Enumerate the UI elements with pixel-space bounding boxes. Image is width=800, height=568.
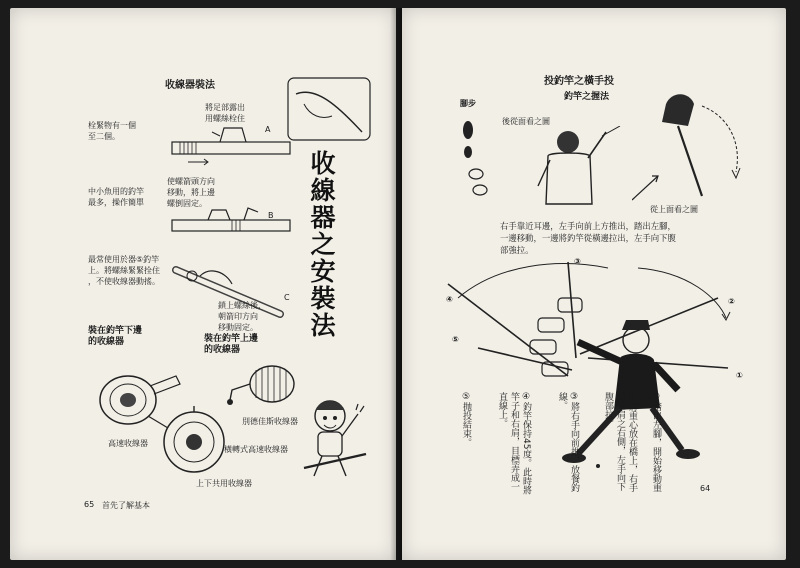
- back-view-caption: 後從面看之圖: [502, 117, 550, 126]
- label-under-reel: [88, 326, 142, 348]
- note-top-line: 栓緊物有一個: [88, 121, 136, 130]
- note-bottom-line: 最常使用於器⑤釣竿: [88, 255, 160, 264]
- top-view-caption: 從上面看之圖: [650, 205, 698, 214]
- label-under-line: 裝在釣竿下邊: [88, 326, 143, 336]
- step-b-line: 螺倒固定。: [167, 199, 207, 208]
- circle-label-4: ④: [446, 295, 453, 304]
- side-title: 收線器之安裝法: [310, 149, 336, 340]
- note-mid-line: 最多，操作簡單: [88, 198, 144, 207]
- section-heading: 收線器裝法: [165, 80, 215, 91]
- step-b-line: 使螺箭頭方向: [167, 177, 215, 186]
- back-view-figure: [532, 126, 622, 208]
- note-top: [88, 120, 136, 142]
- circle-label-3: ③: [574, 257, 581, 266]
- note-bottom-line: ，不使收線器動搖。: [88, 277, 160, 286]
- cartoon-boy-illustration: [300, 394, 370, 484]
- left-page-number: 65: [84, 500, 95, 509]
- footprints-diagram: [454, 118, 494, 202]
- reel-label-side-cast: 橫轉式高速收線器: [224, 445, 288, 454]
- reel-label-high-speed: 高速收線器: [108, 439, 148, 448]
- reel-seat-a-illustration: [168, 118, 298, 170]
- right-page: [402, 8, 786, 560]
- baitcasting-reel-illustration: [224, 356, 304, 412]
- reel-seat-b-illustration: [168, 204, 298, 244]
- note-mid: [88, 186, 144, 208]
- casting-paragraph: [500, 220, 676, 256]
- left-page: [10, 8, 396, 560]
- step-2-text: ②將重心放在橋上，右手通過肩之右側，左手向下腹部拉。: [603, 392, 637, 492]
- main-heading: 投釣竿之橫手投: [544, 76, 614, 87]
- paragraph-line: 部強拉。: [500, 245, 534, 255]
- sub-heading: 釣竿之握法: [564, 92, 610, 102]
- rod-tip-sketch: [286, 76, 372, 142]
- reel-label-baitcasting: 別德佳斯收線器: [242, 417, 298, 426]
- note-bottom-line: 上。將螺絲緊緊拴住: [88, 266, 160, 275]
- reel-label-up-down: 上下共用收線器: [196, 479, 252, 488]
- circle-label-2: ②: [728, 297, 735, 306]
- label-over-line: 裝在釣竿上邊: [204, 334, 259, 344]
- step-c-line: 朝箭印方向: [218, 312, 258, 321]
- step-a-line: 用螺絲栓住: [205, 114, 245, 123]
- label-under-line: 的收線器: [88, 337, 125, 347]
- step-3-text: ③將右手向前推，放餐釣線。: [557, 392, 579, 492]
- label-over-line: 的收線器: [204, 345, 241, 355]
- footwork-label: 腳步: [460, 99, 476, 108]
- note-mid-line: 中小魚用的釣竿: [88, 187, 144, 196]
- step-b-line: 移動，將上邊: [167, 188, 215, 197]
- left-footer: 首先了解基本: [102, 501, 150, 510]
- side-cast-reel-illustration: [158, 406, 230, 478]
- label-over-reel: [204, 334, 258, 356]
- top-view-figure: [632, 86, 762, 210]
- note-top-line: 至二個。: [88, 132, 120, 141]
- note-bottom: [88, 254, 160, 287]
- step-c-text: [218, 300, 266, 333]
- paragraph-line: 右手靠近耳邊，左手向前上方推出，踏出左腳，: [500, 221, 676, 231]
- circle-label-5: ⑤: [452, 335, 459, 344]
- casting-sequence-illustration: [438, 258, 758, 478]
- step-c-line: 移動固定。: [218, 323, 258, 332]
- step-b-label: B: [268, 211, 274, 220]
- right-page-number: 64: [700, 484, 711, 493]
- circle-label-1: ①: [736, 371, 743, 380]
- step-a-line: 將足部露出: [205, 103, 245, 112]
- step-c-line: 鎖上螺絲後，: [218, 301, 266, 310]
- paragraph-line: 一邊移動，一邊將釣竿從橫邊拉出，左手向下腹: [500, 233, 676, 243]
- step-c-label: C: [284, 293, 290, 302]
- step-4-text: ④釣竿保持45度。此時將竿子和右肩，目標弄成一直線上。: [497, 392, 531, 495]
- step-5-text: ⑤抛投結束。: [461, 392, 471, 447]
- step-1-text: ①踏出左腳，開始移動重心。: [639, 392, 661, 492]
- step-a-label: A: [265, 125, 271, 134]
